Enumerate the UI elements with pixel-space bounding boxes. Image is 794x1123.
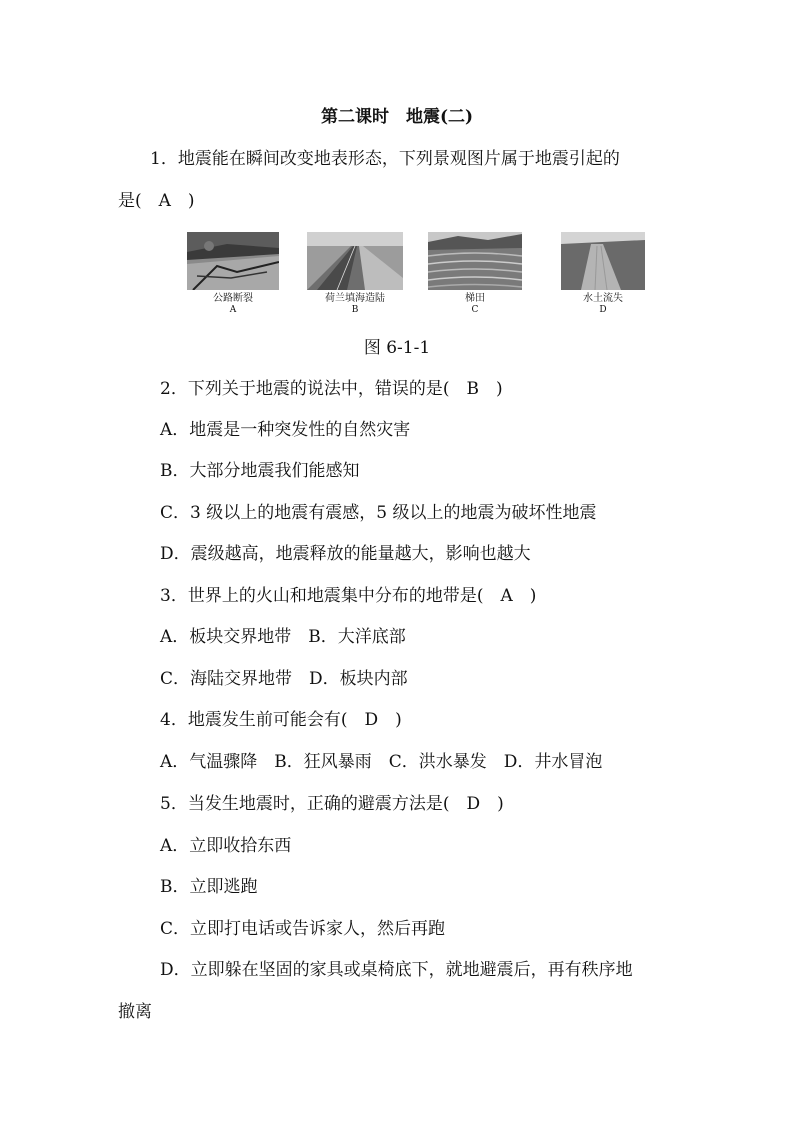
question-4-stem: 4．地震发生前可能会有( D ) — [160, 710, 402, 730]
soil-erosion-photo — [561, 232, 645, 290]
question-1-line-2: 是( A ) — [118, 191, 195, 211]
question-3-stem: 3．世界上的火山和地震集中分布的地带是( A ) — [160, 586, 537, 606]
question-5-option-d-line-1: D．立即躲在坚固的家具或桌椅底下，就地避震后，再有秩序地 — [160, 960, 633, 980]
question-3-options-ab: A．板块交界地带 B．大洋底部 — [160, 627, 406, 647]
question-5-option-d-line-2: 撤离 — [118, 1002, 152, 1022]
question-3-options-cd: C．海陆交界地带 D．板块内部 — [160, 669, 408, 689]
question-2-option-b: B．大部分地震我们能感知 — [160, 461, 360, 481]
figure-c-caption: 梯田 — [465, 293, 485, 304]
question-4-options: A．气温骤降 B．狂风暴雨 C．洪水暴发 D．井水冒泡 — [160, 752, 603, 772]
question-5-option-b: B．立即逃跑 — [160, 877, 258, 897]
figure-b-caption: 荷兰填海造陆 — [325, 293, 385, 304]
figure-b — [305, 232, 405, 315]
figure-d — [553, 232, 653, 315]
figure-c-letter: C — [471, 305, 479, 315]
question-5-option-a: A．立即收拾东西 — [160, 836, 292, 856]
question-2-option-c: C．3 级以上的地震有震感，5 级以上的地震为破坏性地震 — [160, 503, 597, 523]
question-1-line-1: 1．地震能在瞬间改变地表形态，下列景观图片属于地震引起的 — [150, 149, 620, 169]
question-2-option-d: D．震级越高，地震释放的能量越大，影响也越大 — [160, 544, 531, 564]
figure-d-letter: D — [599, 305, 607, 315]
figure-row — [0, 232, 794, 322]
reclaimed-land-photo — [307, 232, 403, 290]
question-2-stem: 2．下列关于地震的说法中，错误的是( B ) — [160, 379, 503, 399]
figure-a-caption: 公路断裂 — [213, 293, 253, 304]
figure-b-letter: B — [351, 305, 359, 315]
figure-a-letter: A — [229, 305, 237, 315]
cracked-road-photo — [187, 232, 279, 290]
figure-c — [425, 232, 525, 315]
figure-d-caption: 水土流失 — [583, 293, 623, 304]
question-5-option-c: C．立即打电话或告诉家人，然后再跑 — [160, 919, 446, 939]
figure-title: 图 6-1-1 — [363, 338, 431, 358]
question-5-stem: 5．当发生地震时，正确的避震方法是( D ) — [160, 794, 504, 814]
page-title: 第二课时 地震(二) — [320, 107, 474, 127]
figure-a — [183, 232, 283, 315]
question-2-option-a: A．地震是一种突发性的自然灾害 — [160, 420, 411, 440]
terraced-field-photo — [428, 232, 522, 290]
